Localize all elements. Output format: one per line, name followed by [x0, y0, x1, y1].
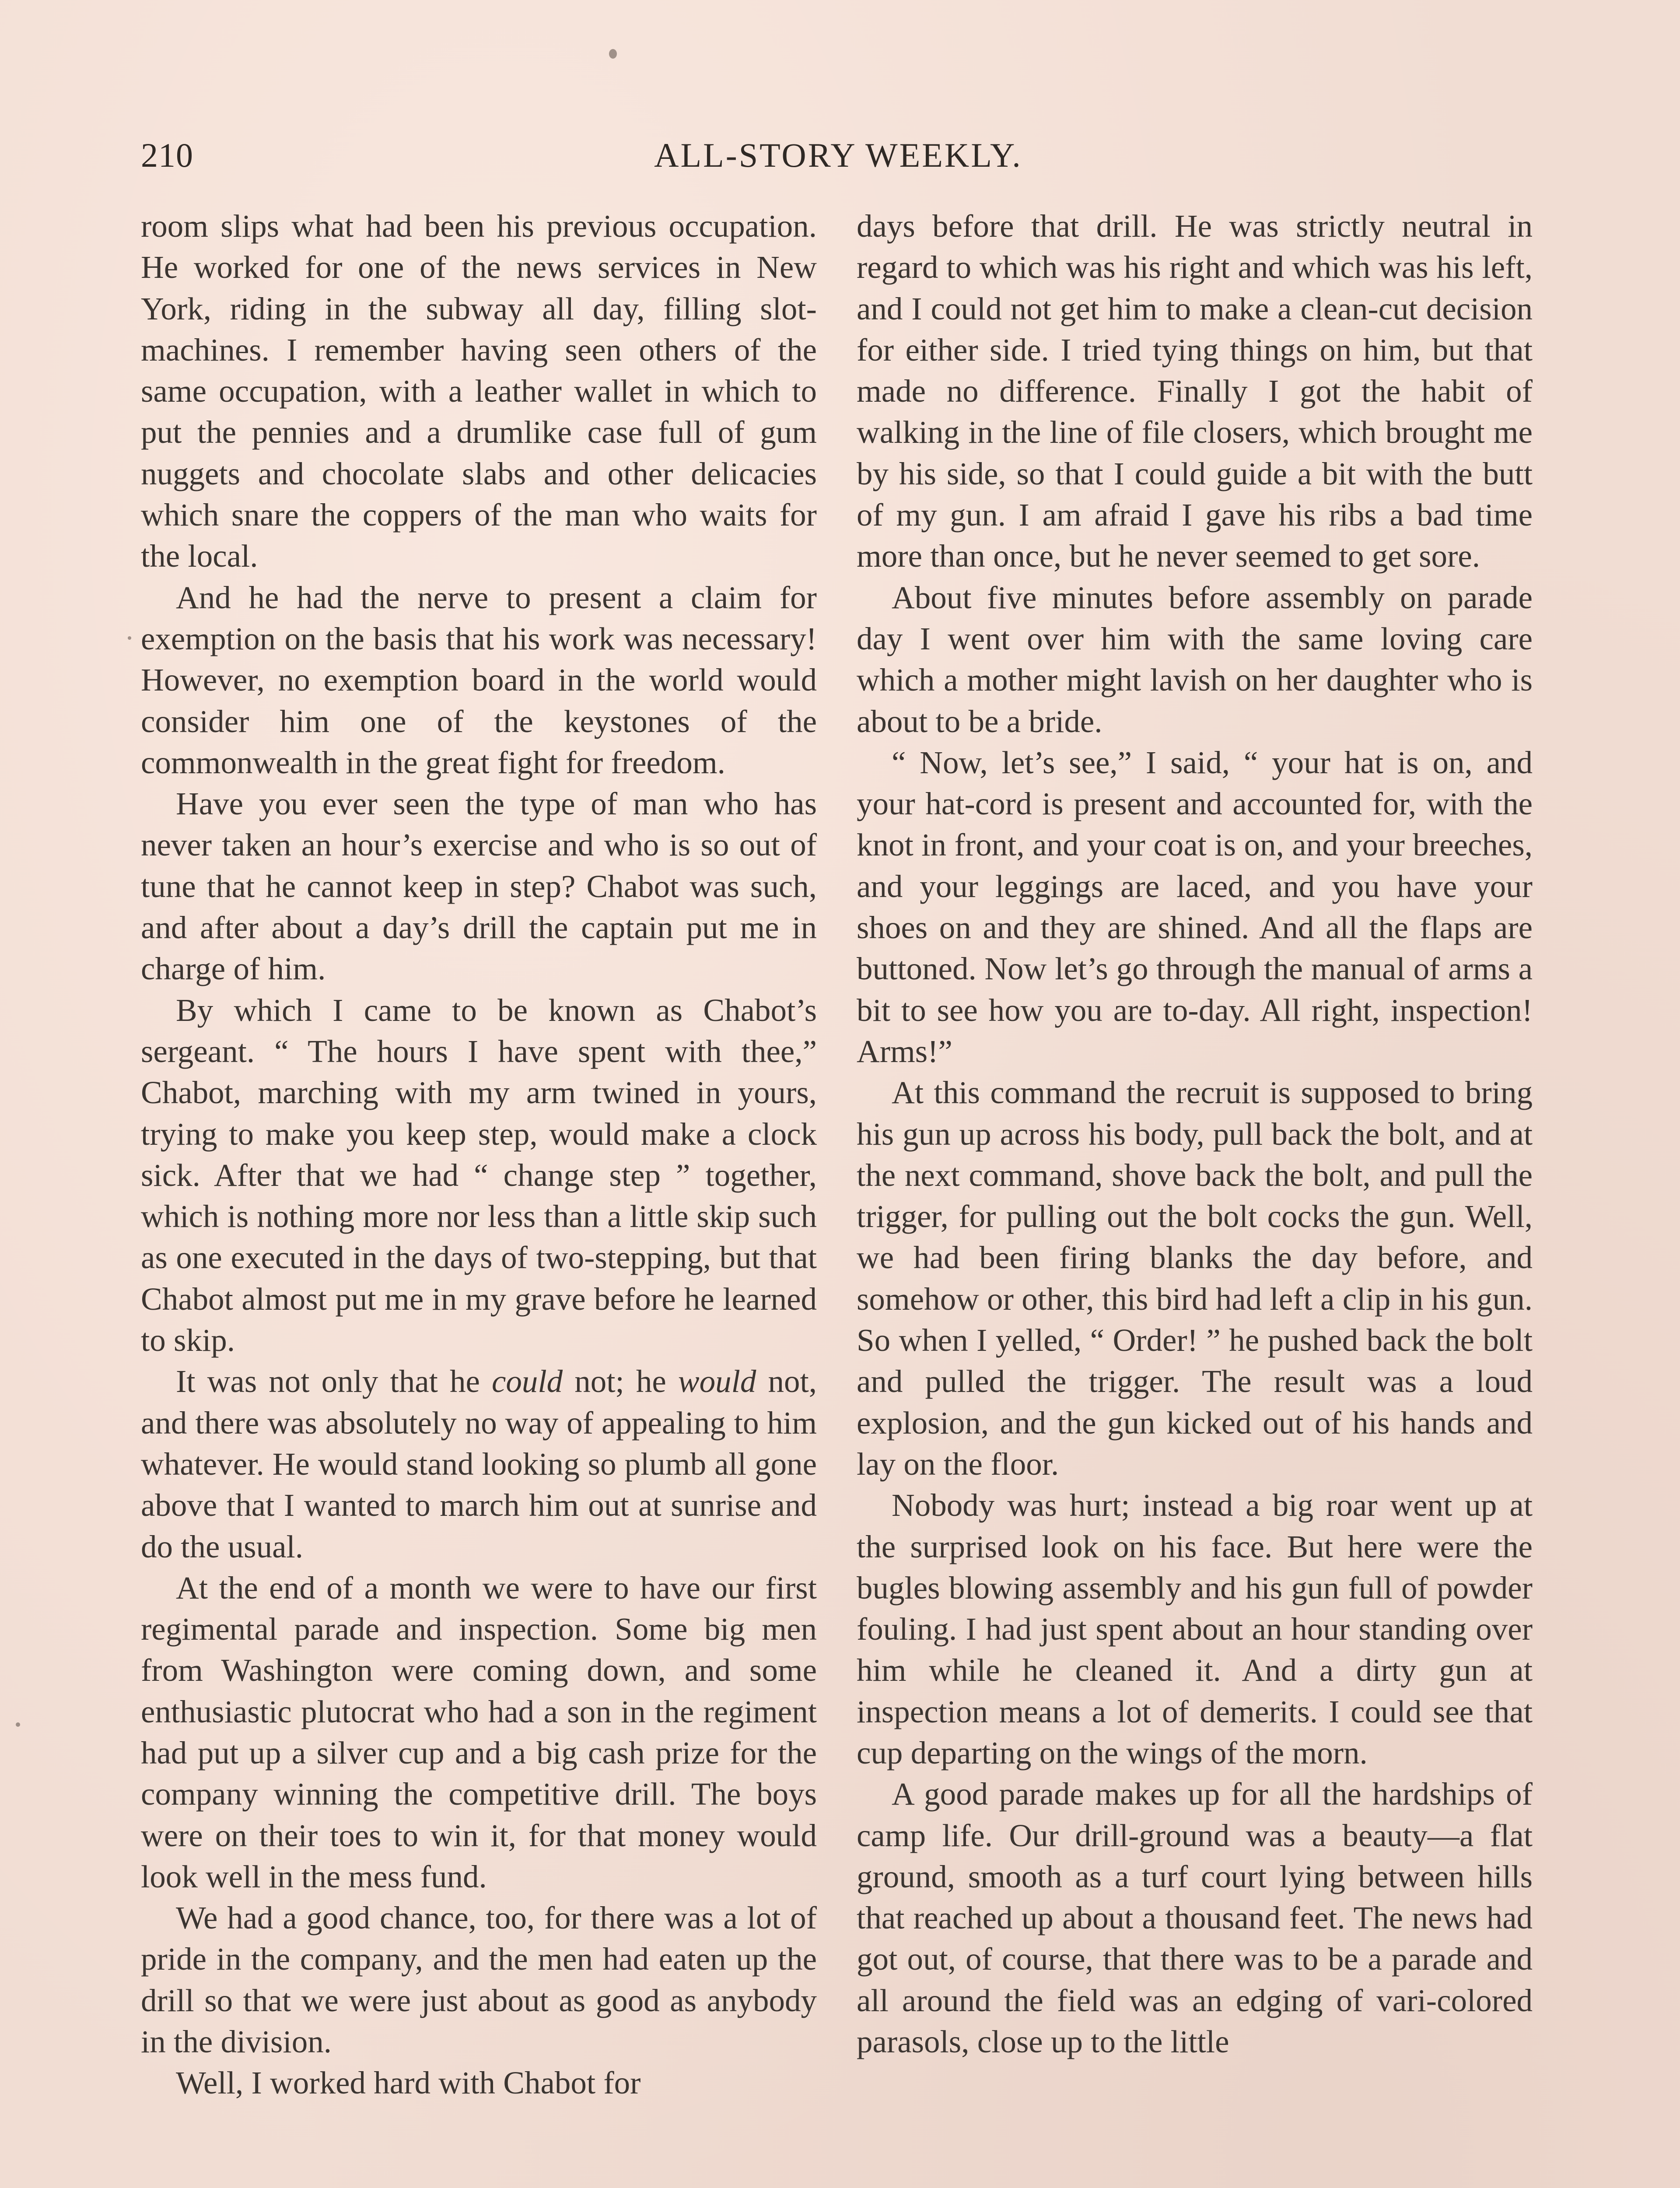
magazine-title: ALL-STORY WEEKLY.: [654, 136, 1022, 174]
paragraph: At the end of a month we were to have our first regimental parade and inspection. Some big men from Washington were coming down, and some enthusiastic plutocrat who had a son in the regiment had put up a silver cup and a big cash prize for the company winning the competitive drill. The boys were on their toes to win it, for that money would look well in the mess fund.: [141, 1570, 817, 1894]
running-head: [141, 131, 1536, 184]
paragraph: room slips what had been his previous occupation. He worked for one of the news services in New York, riding in the subway all day, filling slot-machines. I remember having seen others of the same occupation, with a leather wallet in which to put the pennies and a drumlike case full of gum nuggets and chocolate slabs and other delicacies which snare the coppers of the man who waits for the local.: [141, 208, 817, 574]
paragraph: We had a good chance, too, for there was a lot of pride in the company, and the men had eaten up the drill so that we were just about as good as anybody in the division.: [141, 1900, 817, 2060]
text-run: not; he: [563, 1364, 678, 1399]
paragraph: [141, 1361, 817, 1567]
text-run: not, and there was absolutely no way of appealing to him whatever. He would stand looking so plumb all gone above that I wanted to march him out at sunrise and do the usual.: [141, 1364, 817, 1564]
emphasis: could: [492, 1364, 563, 1399]
paragraph: By which I came to be known as Chabot’s sergeant. “ The hours I have spent with thee,” Chabot, marching with my arm twined in yours, trying to make you keep step, would make a clock sick. After that we had “ change step ” together, which is nothing more nor less than a little skip such as one executed in the days of two-stepping, but that Chabot almost put me in my grave before he learned to skip.: [141, 992, 817, 1358]
paragraph: At this command the recruit is supposed to bring his gun up across his body, pull back the bolt, and at the next command, shove back the bolt, and pull the trigger, for pulling out the bolt cocks the gun. Well, we had been firing blanks the day before, and somehow or other, this bird had left a clip in his gun. So when I yelled, “ Order! ” he pushed back the bolt and pulled the trigger. The result was a loud explosion, and the gun kicked out of his hands and lay on the floor.: [857, 1075, 1533, 1482]
paper-speck: [16, 1722, 20, 1727]
paragraph: “ Now, let’s see,” I said, “ your hat is on, and your hat-cord is present and accounted for, with the knot in front, and your coat is on, and your breeches, and your leggings are laced, and you have your shoes on and they are shined. And all the flaps are buttoned. Now let’s go through the manual of arms a bit to see how you are to-day. All right, inspection! Arms!”: [857, 744, 1533, 1069]
paragraph: days before that drill. He was strictly neutral in regard to which was his right and which was his left, and I could not get him to make a clean-cut decision for either side. I tried tying things on him, but that made no difference. Finally I got the habit of walking in the line of file closers, which brought me by his side, so that I could guide a bit with the butt of my gun. I am afraid I gave his ribs a bad time more than once, but he never seemed to get sore.: [857, 208, 1533, 574]
page-number: 210: [141, 136, 193, 174]
paragraph: And he had the nerve to present a claim for exemption on the basis that his work was necessary! However, no exemption board in the world would consider him one of the keystones of the commonwealth in the great fight for freedom.: [141, 579, 817, 780]
paper-speck: [609, 49, 617, 59]
paragraph: Have you ever seen the type of man who has never taken an hour’s exercise and who is so out of tune that he cannot keep in step? Chabot was such, and after about a day’s drill the captain put me in charge of him.: [141, 786, 817, 987]
text-run: It was not only that he: [176, 1364, 492, 1399]
paper-speck: [128, 636, 131, 640]
left-column: [141, 206, 817, 2104]
right-column: [857, 206, 1533, 2062]
emphasis: would: [678, 1364, 756, 1399]
paragraph: Well, I worked hard with Chabot for: [176, 2065, 641, 2101]
paragraph: Nobody was hurt; instead a big roar went up at the surprised look on his face. But here were the bugles blowing assembly and his gun full of powder fouling. I had just spent about an hour standing over him while he cleaned it. And a dirty gun at inspection means a lot of demerits. I could see that cup departing on the wings of the morn.: [857, 1487, 1533, 1771]
paragraph: A good parade makes up for all the hardships of camp life. Our drill-ground was a beauty—a flat ground, smooth as a turf court lying between hills that reached up about a thousand feet. The news had got out, of course, that there was to be a parade and all around the field was an edging of vari-colored parasols, close up to the little: [857, 1776, 1533, 2060]
paragraph: About five minutes before assembly on parade day I went over him with the same loving care which a mother might lavish on her daughter who is about to be a bride.: [857, 579, 1533, 739]
